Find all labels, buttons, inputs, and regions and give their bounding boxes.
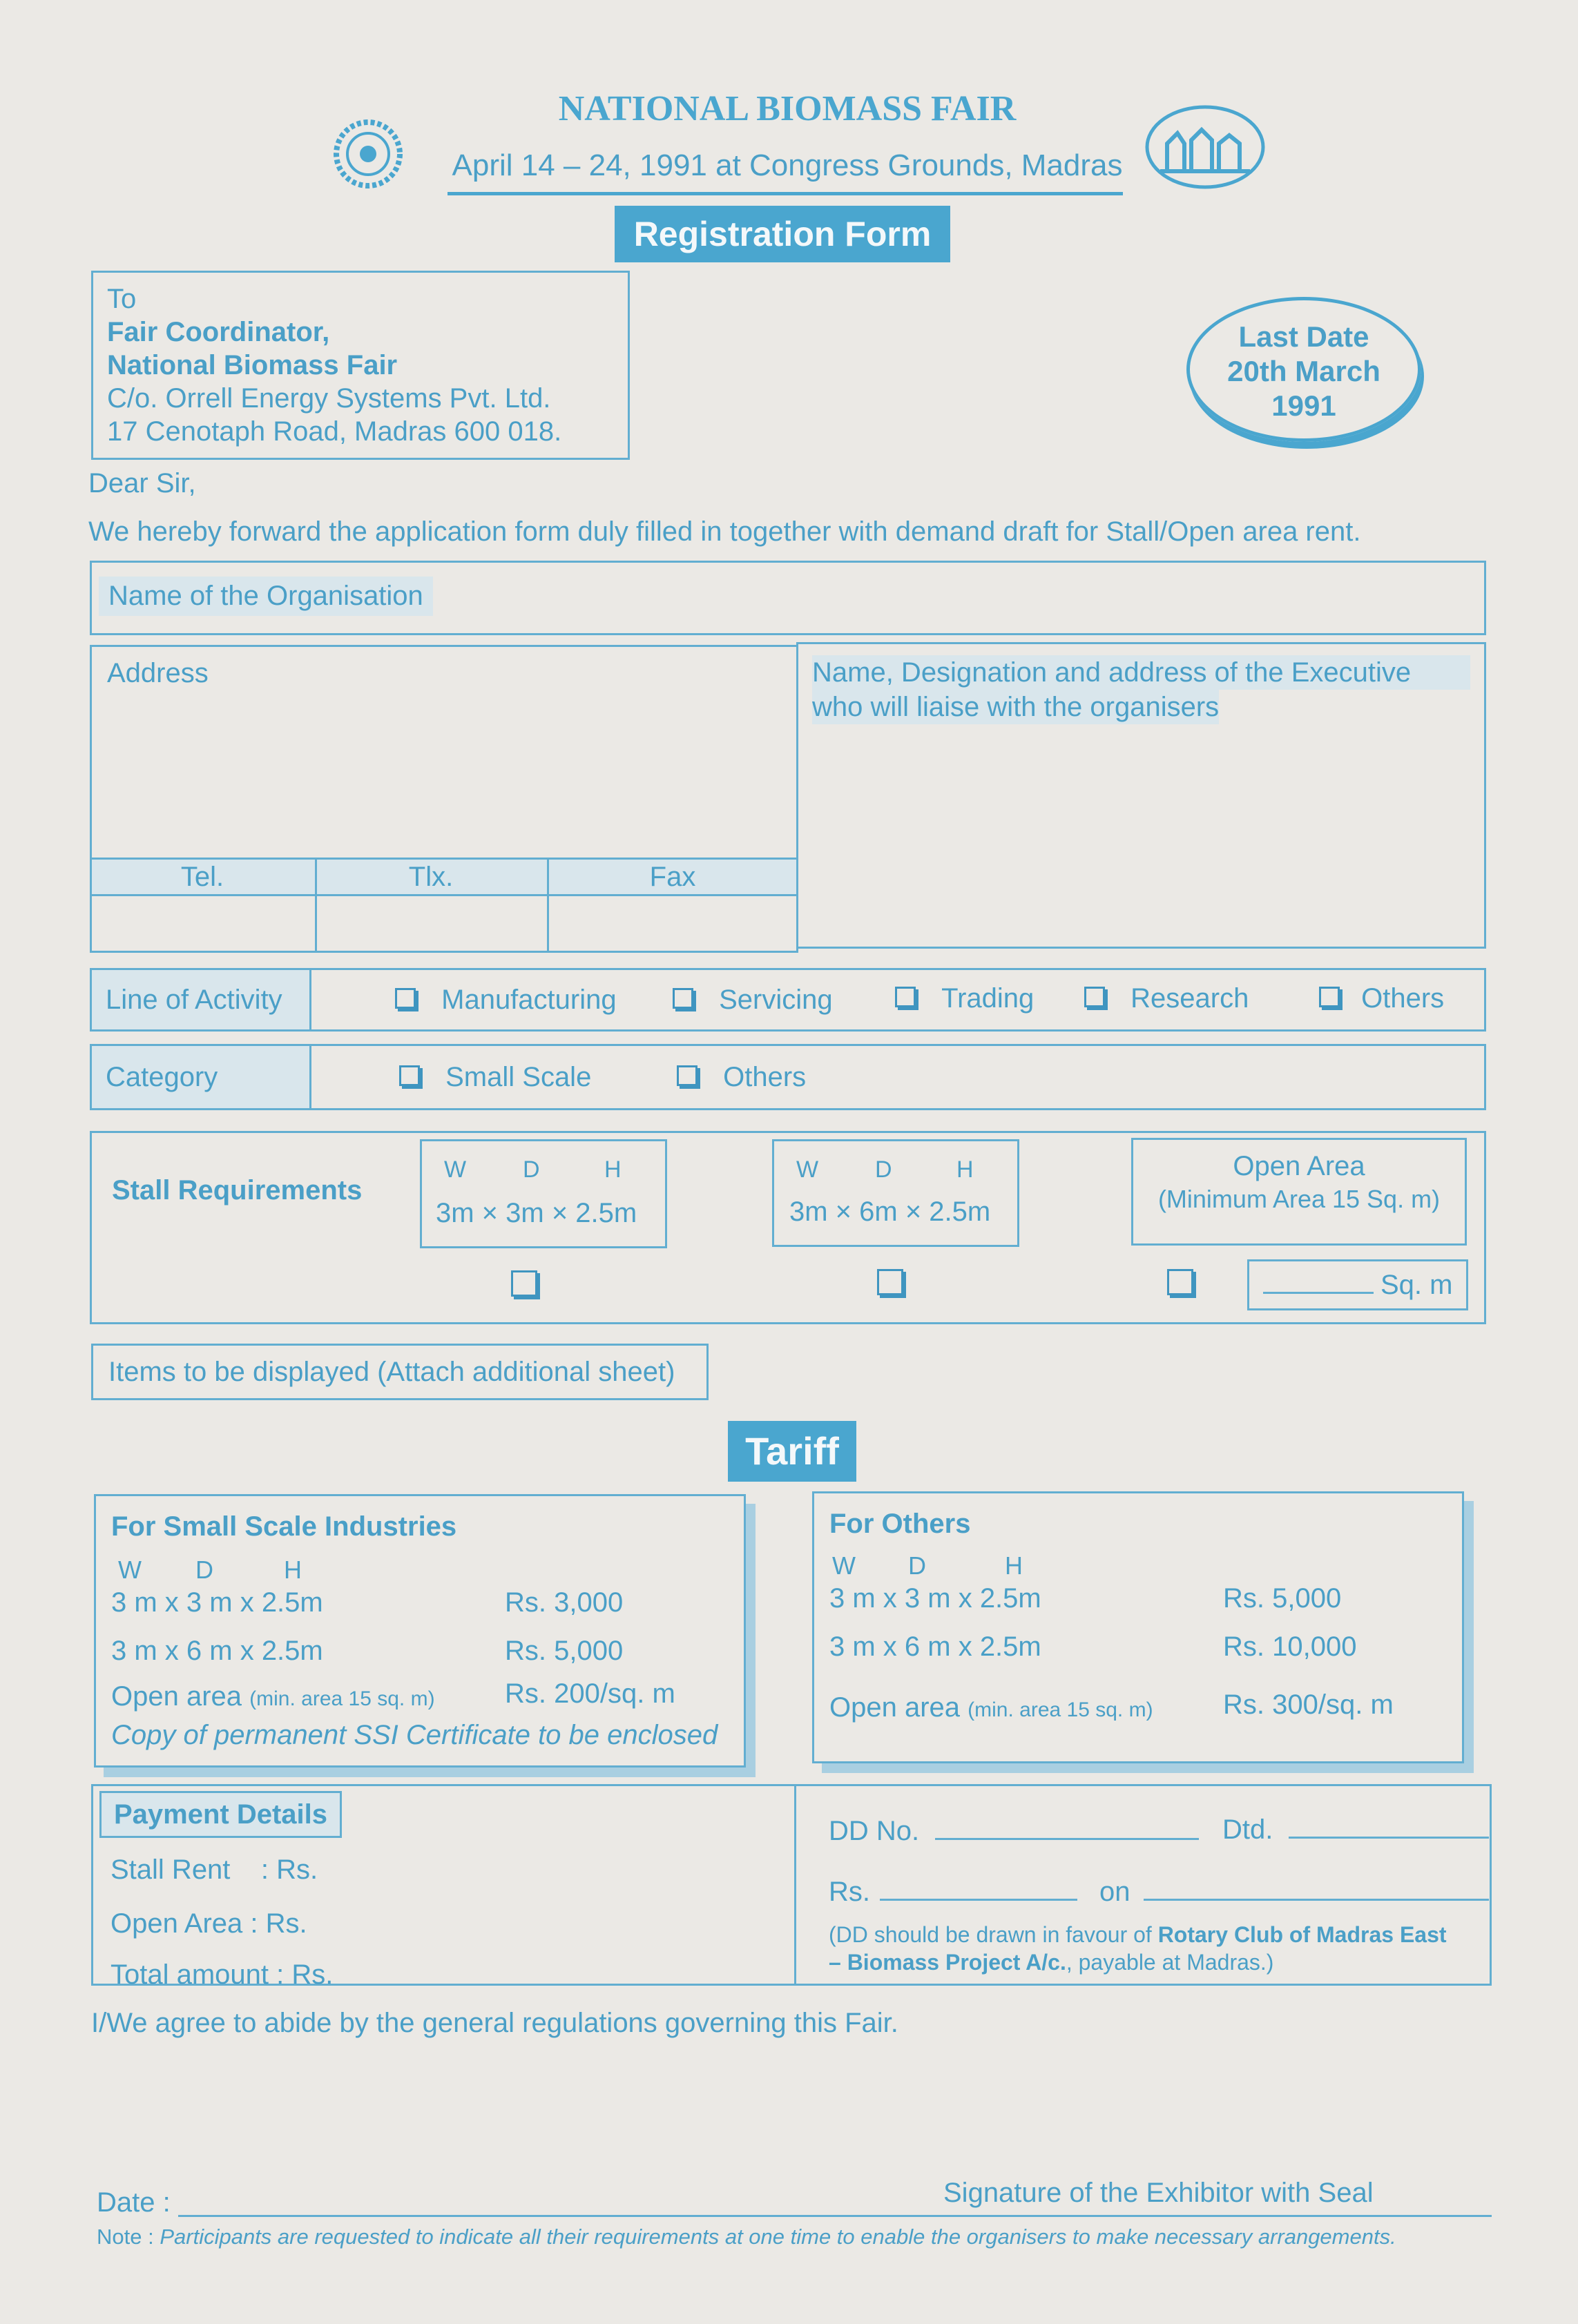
dd-bank-input[interactable]	[1144, 1899, 1489, 1901]
payment-total-amount[interactable]: Total amount : Rs.	[110, 1959, 334, 1990]
signature-line[interactable]	[178, 2215, 1492, 2217]
tariff-ssi-row1-price: Rs. 3,000	[505, 1587, 624, 1618]
salutation: Dear Sir,	[88, 468, 196, 498]
tariff-title: Tariff	[728, 1421, 856, 1482]
activity-research-checkbox[interactable]	[1084, 987, 1105, 1007]
dd-instruction-note: (DD should be drawn in favour of Rotary Club of Madras East – Biomass Project A/c., payable at Madras.)	[829, 1922, 1447, 1975]
line-of-activity-label: Line of Activity	[92, 970, 311, 1029]
header-rule	[448, 192, 1123, 195]
letter-body: We hereby forward the application form duly filled in together with demand draft for Stall/Open area rent.	[88, 516, 1361, 547]
last-date-label: Last Date	[1238, 320, 1369, 353]
tariff-others-row3-label: Open area (min. area 15 sq. m)	[829, 1692, 1153, 1723]
date-label: Date :	[97, 2187, 171, 2218]
dd-number-label: DD No.	[829, 1816, 920, 1846]
category-small-scale-option[interactable]: Small Scale	[399, 1062, 591, 1093]
stall-option-3x3-size: 3m × 3m × 2.5m	[436, 1198, 637, 1228]
tariff-others-row2-size: 3 m x 6 m x 2.5m	[829, 1631, 1041, 1662]
stall-option-3x6-d: D	[875, 1156, 892, 1183]
payment-open-area[interactable]: Open Area : Rs.	[110, 1908, 307, 1939]
tariff-ssi-box	[94, 1494, 746, 1768]
items-displayed-label: Items to be displayed (Attach additional sheet)	[108, 1357, 675, 1387]
stall-option-3x6-size: 3m × 6m × 2.5m	[789, 1197, 991, 1227]
activity-trading-option[interactable]: Trading	[895, 983, 1034, 1014]
signature-label: Signature of the Exhibitor with Seal	[943, 2178, 1374, 2208]
emblem-logo-left	[330, 116, 406, 192]
category-others-option[interactable]: Others	[677, 1062, 806, 1093]
tariff-others-h: H	[1005, 1551, 1023, 1580]
recipient-address-box	[91, 271, 630, 460]
tariff-ssi-row1-size: 3 m x 3 m x 2.5m	[111, 1587, 323, 1618]
category-small-scale-checkbox[interactable]	[399, 1065, 420, 1086]
payment-details-title: Payment Details	[99, 1791, 342, 1838]
payment-divider	[794, 1784, 796, 1986]
open-area-sqm-unit: Sq. m	[1380, 1270, 1453, 1300]
executive-label-line1: Name, Designation and address of the Executive	[812, 655, 1470, 690]
dd-number-input[interactable]	[935, 1838, 1199, 1840]
category-others-checkbox[interactable]	[677, 1065, 697, 1086]
executive-field[interactable]	[796, 642, 1486, 949]
stall-requirements-label: Stall Requirements	[112, 1175, 363, 1205]
dd-bank-label: on	[1099, 1877, 1130, 1907]
tariff-ssi-certificate-note: Copy of permanent SSI Certificate to be enclosed	[111, 1720, 718, 1750]
page-title: NATIONAL BIOMASS FAIR	[558, 89, 1017, 128]
activity-servicing-checkbox[interactable]	[673, 988, 693, 1009]
footer-note: Note : Participants are requested to indicate all their requirements at one time to enable the organisers to make necessary arrangements.	[97, 2225, 1396, 2249]
tlx-input[interactable]	[318, 898, 546, 950]
fax-label: Fax	[649, 862, 696, 892]
activity-trading-checkbox[interactable]	[895, 987, 916, 1007]
stall-option-3x6-box	[772, 1139, 1019, 1247]
activity-research-option[interactable]: Research	[1084, 983, 1249, 1014]
dd-amount-label: Rs.	[829, 1877, 870, 1907]
tariff-others-row1-size: 3 m x 3 m x 2.5m	[829, 1583, 1041, 1614]
address-recipient: Fair Coordinator,	[107, 317, 330, 347]
dd-dated-label: Dtd.	[1222, 1814, 1273, 1845]
form-title: Registration Form	[615, 206, 950, 262]
tlx-divider	[547, 858, 549, 953]
tariff-ssi-w: W	[118, 1556, 142, 1584]
tariff-ssi-h: H	[284, 1556, 302, 1584]
last-date-year: 1991	[1271, 389, 1336, 422]
tariff-others-title: For Others	[829, 1509, 971, 1539]
last-date-day: 20th March	[1227, 355, 1380, 387]
stall-3x3-checkbox[interactable]	[511, 1270, 537, 1297]
activity-others-checkbox[interactable]	[1319, 987, 1340, 1007]
tariff-ssi-d: D	[195, 1556, 213, 1584]
address-to: To	[107, 284, 137, 314]
stall-3x6-checkbox[interactable]	[877, 1269, 903, 1295]
stall-option-3x6-h: H	[956, 1156, 974, 1183]
stall-option-3x3-d: D	[523, 1156, 540, 1183]
fax-input[interactable]	[550, 898, 796, 950]
tariff-ssi-row2-size: 3 m x 6 m x 2.5m	[111, 1636, 323, 1666]
stall-option-3x3-box	[420, 1139, 667, 1248]
stall-open-area-minimum: (Minimum Area 15 Sq. m)	[1157, 1185, 1441, 1213]
tariff-others-w: W	[832, 1551, 856, 1580]
items-displayed-field[interactable]	[91, 1344, 709, 1400]
last-date-badge	[1186, 297, 1421, 442]
tel-label: Tel.	[180, 862, 224, 892]
tariff-others-box	[812, 1491, 1464, 1763]
tariff-others-row2-price: Rs. 10,000	[1223, 1631, 1357, 1662]
tel-input[interactable]	[92, 898, 313, 950]
dd-amount-input[interactable]	[880, 1899, 1077, 1901]
stall-open-area-checkbox[interactable]	[1167, 1269, 1193, 1295]
organisation-name-label: Name of the Organisation	[99, 577, 433, 616]
payment-stall-rent[interactable]: Stall Rent : Rs.	[110, 1855, 318, 1885]
address-care-of: C/o. Orrell Energy Systems Pvt. Ltd.	[107, 383, 551, 414]
activity-manufacturing-option[interactable]: Manufacturing	[395, 985, 617, 1016]
stall-option-3x3-w: W	[444, 1156, 467, 1183]
tel-divider	[315, 858, 317, 953]
activity-servicing-option[interactable]: Servicing	[673, 985, 833, 1016]
address-label: Address	[107, 658, 209, 688]
address-street: 17 Cenotaph Road, Madras 600 018.	[107, 416, 562, 447]
event-dates: April 14 – 24, 1991 at Congress Grounds, Madras	[452, 148, 1123, 182]
tariff-ssi-row3-price: Rs. 200/sq. m	[505, 1678, 675, 1709]
open-area-sqm-blank	[1263, 1292, 1374, 1294]
tariff-others-row3-price: Rs. 300/sq. m	[1223, 1689, 1394, 1720]
tlx-label: Tlx.	[408, 862, 454, 892]
tariff-others-row1-price: Rs. 5,000	[1223, 1583, 1342, 1614]
emblem-logo-right	[1143, 102, 1267, 192]
stall-open-area-box	[1131, 1138, 1467, 1246]
stall-option-3x6-w: W	[796, 1156, 819, 1183]
organisation-name-field[interactable]	[90, 561, 1486, 635]
tariff-others-d: D	[908, 1551, 926, 1580]
tariff-ssi-row3-label: Open area (min. area 15 sq. m)	[111, 1681, 435, 1712]
activity-manufacturing-checkbox[interactable]	[395, 988, 416, 1009]
stall-option-3x3-h: H	[604, 1156, 622, 1183]
executive-label-line2: who will liaise with the organisers	[812, 690, 1219, 724]
agreement-statement: I/We agree to abide by the general regulations governing this Fair.	[91, 2008, 898, 2038]
tariff-ssi-row2-price: Rs. 5,000	[505, 1636, 624, 1666]
dd-dated-input[interactable]	[1289, 1837, 1489, 1839]
activity-others-option[interactable]: Others	[1319, 983, 1444, 1014]
tariff-ssi-title: For Small Scale Industries	[111, 1511, 457, 1542]
category-label: Category	[92, 1046, 311, 1108]
address-organisation: National Biomass Fair	[107, 350, 398, 380]
stall-open-area-title: Open Area	[1233, 1151, 1365, 1181]
open-area-sqm-field[interactable]	[1247, 1259, 1468, 1310]
